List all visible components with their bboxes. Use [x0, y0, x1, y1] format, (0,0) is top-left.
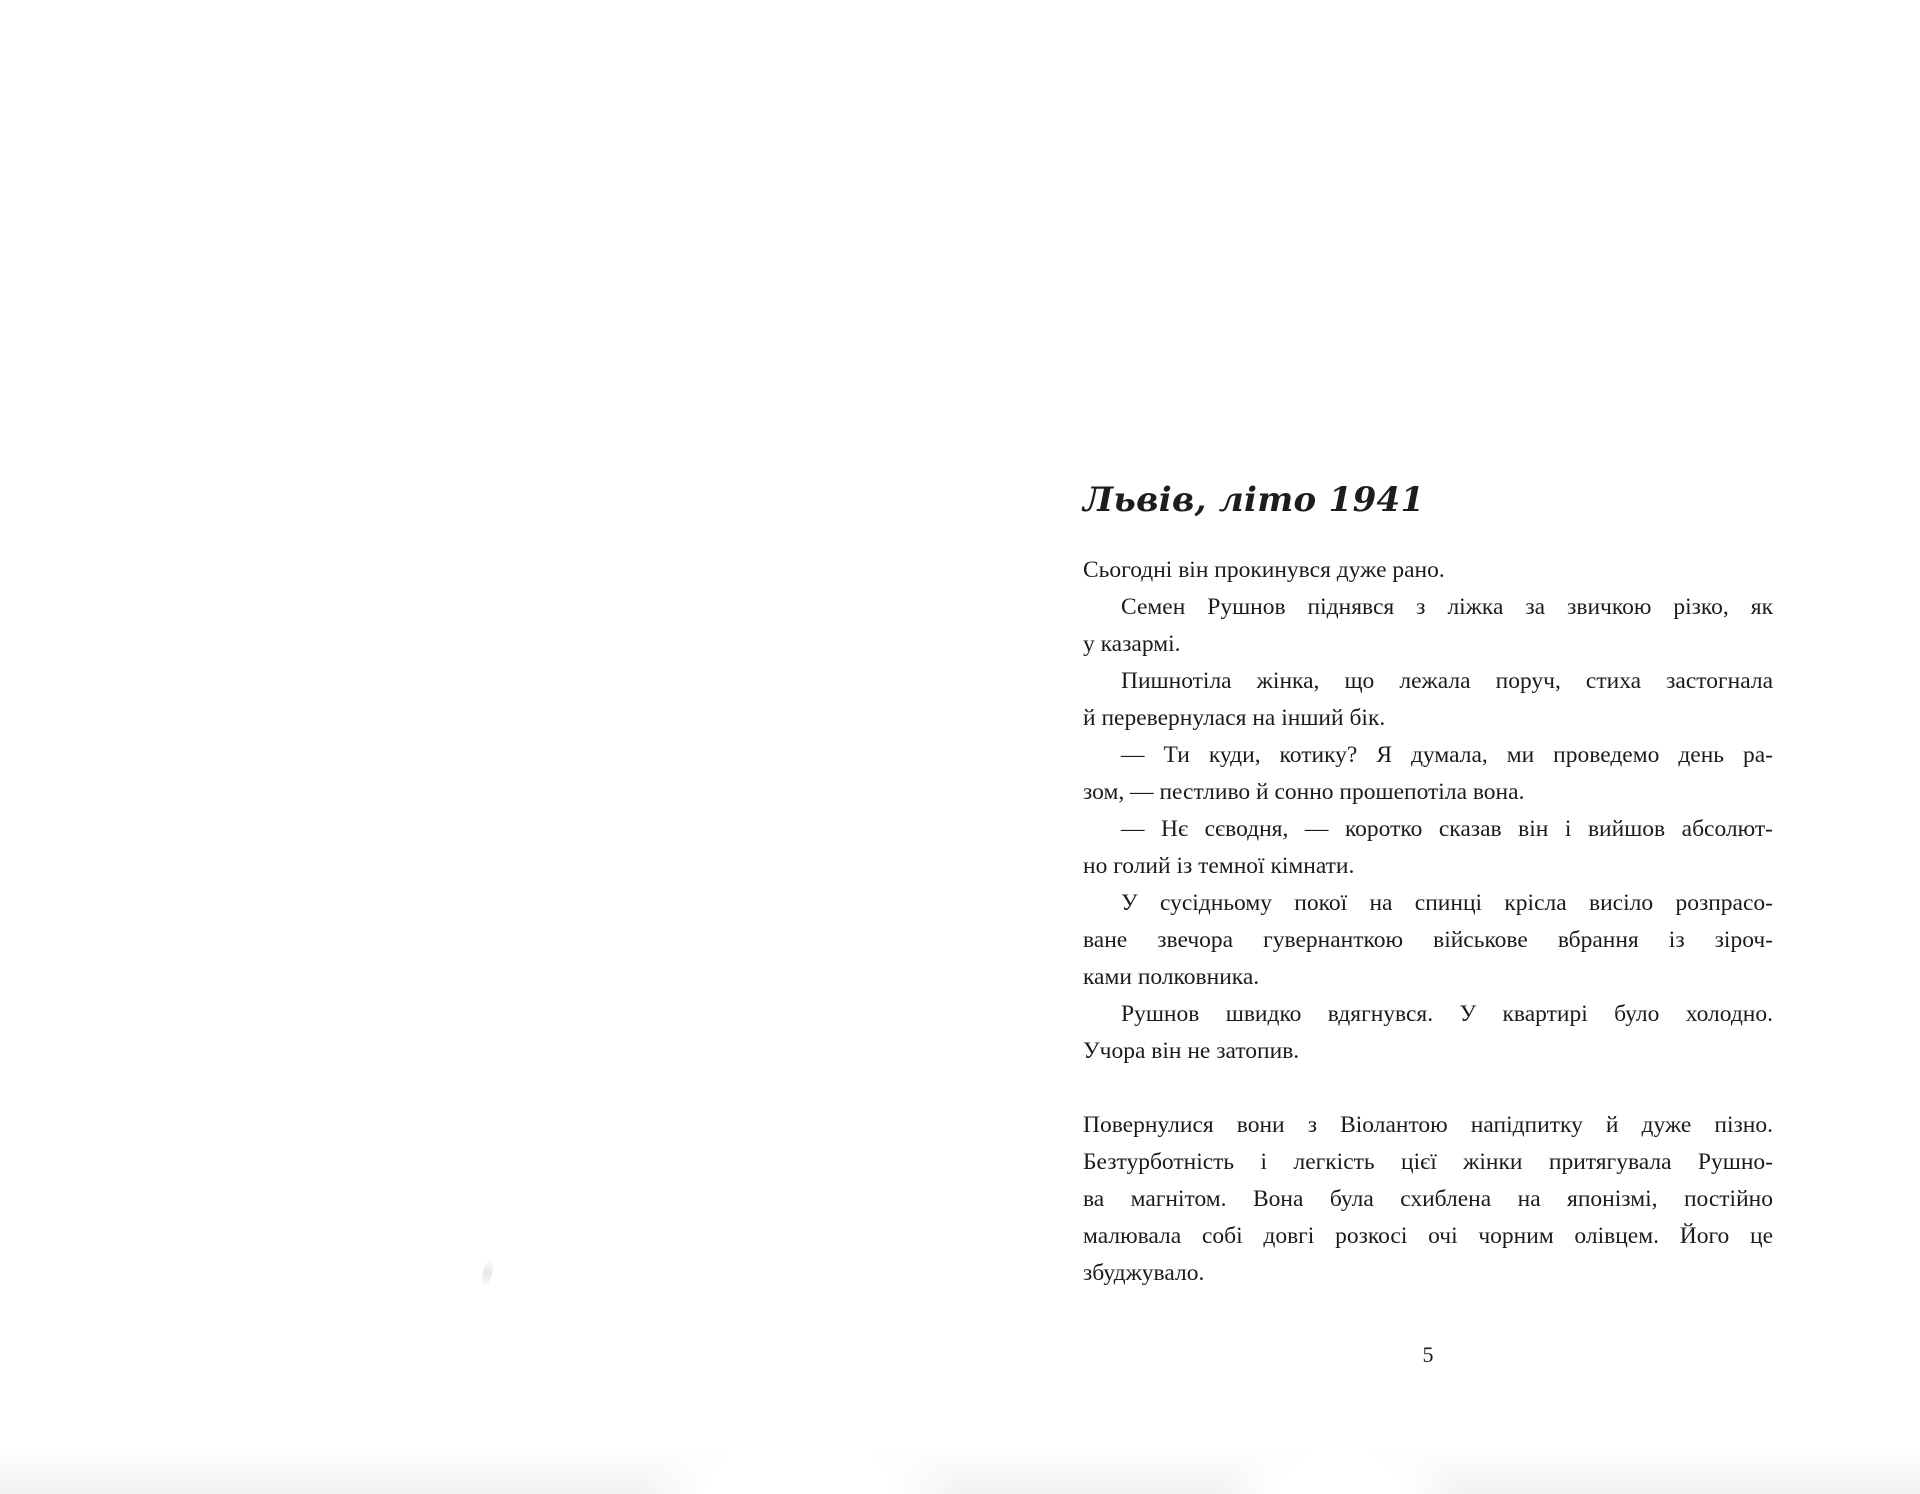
text-line: Сьогодні він прокинувся дуже рано.: [1083, 557, 1445, 583]
text-line: ками полковника.: [1083, 964, 1260, 990]
text-line: но голий із темної кімнати.: [1083, 853, 1355, 879]
chapter-heading: Львів, літо 1941: [1083, 480, 1425, 520]
text-line: ва магнітом. Вона була схиблена на японізмі, постійно: [1083, 1186, 1773, 1212]
text-line: — Нє сєводня, — коротко сказав він і вийшов абсолют-: [1121, 816, 1773, 842]
paragraph: [1083, 885, 1773, 996]
text-line: Пишнотіла жінка, що лежала поруч, стиха застогнала: [1121, 668, 1773, 694]
page-number: 5: [1422, 1342, 1434, 1367]
text-line: — Ти куди, котику? Я думала, ми проведемо день ра-: [1121, 742, 1773, 768]
paragraph: [1083, 589, 1773, 663]
paragraph: [1083, 1107, 1773, 1292]
paragraph: [1083, 663, 1773, 737]
text-line: збуджувало.: [1083, 1260, 1205, 1286]
paragraph: [1083, 737, 1773, 811]
body-text: [1083, 552, 1773, 1292]
text-line: ване звечора гувернанткою військове вбрання із зіроч-: [1083, 927, 1773, 953]
text-line: Повернулися вони з Віолантою напідпитку й дуже пізно.: [1083, 1112, 1773, 1138]
text-line: у казармі.: [1083, 631, 1181, 657]
paragraph: [1083, 996, 1773, 1070]
paragraph: [1083, 552, 1773, 589]
text-line: малювала собі довгі розкосі очі чорним олівцем. Його це: [1083, 1223, 1773, 1249]
text-line: У сусідньому покої на спинці крісла висіло розпрасо-: [1121, 890, 1773, 916]
paragraph: [1083, 811, 1773, 885]
text-line: Безтурботність і легкість цієї жінки притягувала Рушно-: [1083, 1149, 1773, 1175]
page-curl-shadow: [0, 1446, 1920, 1494]
text-line: Рушнов швидко вдягнувся. У квартирі було холодно.: [1121, 1001, 1773, 1027]
text-line: й перевернулася на інший бік.: [1083, 705, 1386, 731]
text-line: Учора він не затопив.: [1083, 1038, 1300, 1064]
text-line: Семен Рушнов піднявся з ліжка за звичкою різко, як: [1121, 594, 1773, 620]
text-line: зом, — пестливо й сонно прошепотіла вона.: [1083, 779, 1525, 805]
